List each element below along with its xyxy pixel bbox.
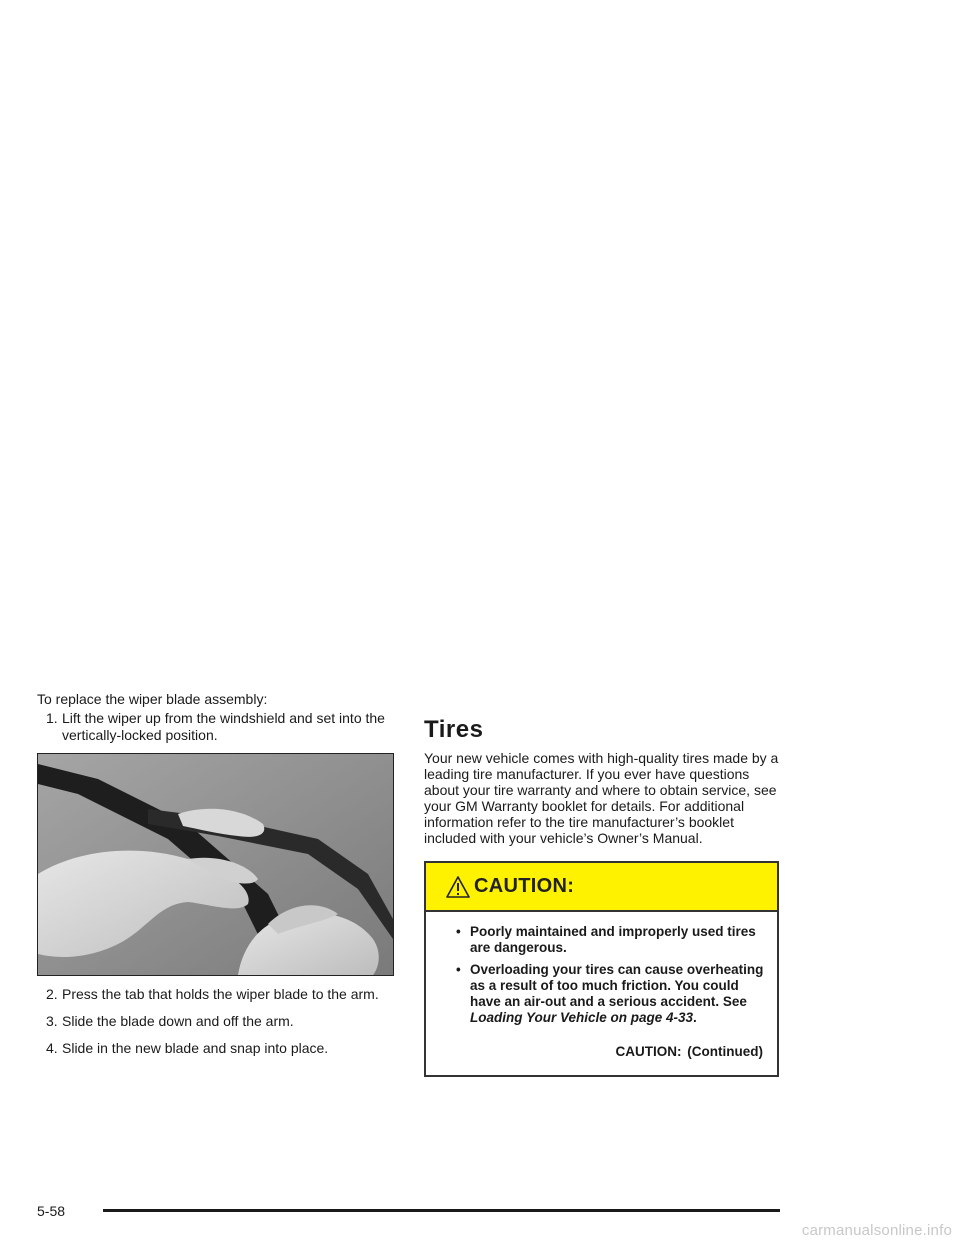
left-column: [37, 691, 397, 1057]
bullet: •: [456, 924, 461, 939]
caution-item-end: .: [693, 1010, 697, 1025]
caution-header: [426, 863, 777, 912]
watermark: carmanualsonline.info: [801, 1222, 952, 1239]
caution-item: [456, 924, 765, 956]
step-3: [37, 1013, 397, 1030]
intro-text: To replace the wiper blade assembly:: [37, 691, 268, 707]
page-number: 5-58: [37, 1203, 66, 1219]
caution-list: [426, 912, 777, 1026]
step-text: Press the tab that holds the wiper blade to the arm.: [62, 986, 379, 1002]
caution-item: [456, 962, 765, 1026]
step-2: [37, 986, 397, 1003]
step-4: [37, 1040, 397, 1057]
step-number: 1.: [46, 710, 58, 726]
step-number: 4.: [46, 1040, 58, 1056]
right-column: [424, 716, 784, 846]
footer-rule: [103, 1209, 780, 1212]
step-1: [37, 710, 397, 744]
section-title: Tires: [424, 716, 484, 743]
caution-item-text: Poorly maintained and improperly used tires are dangerous.: [470, 924, 756, 955]
step-number: 2.: [46, 986, 58, 1002]
caution-box: [424, 861, 779, 1077]
bullet: •: [456, 962, 461, 977]
caution-item-text: Overloading your tires can cause overheating as a result of too much friction. You could have an air-out and a serious accident. See: [470, 962, 764, 1009]
caution-title: CAUTION:: [474, 875, 575, 897]
step-number: 3.: [46, 1013, 58, 1029]
step-text: Slide the blade down and off the arm.: [62, 1013, 294, 1029]
step-text: Lift the wiper up from the windshield and set into the vertically-locked position.: [62, 710, 385, 743]
step-text: Slide in the new blade and snap into place.: [62, 1040, 329, 1056]
section-body: Your new vehicle comes with high-quality tires made by a leading tire manufacturer. If you ever have questions about your tire warranty and where to obtain service, see your GM Warranty booklet for details. For additional information refer to the tire manufacturer’s booklet included with your vehicle’s Owner’s Manual.: [424, 750, 779, 846]
page-reference: Loading Your Vehicle on page 4-33: [470, 1010, 694, 1025]
caution-continued: CAUTION: (Continued): [615, 1044, 763, 1059]
wiper-blade-photo: [37, 753, 394, 976]
warning-icon: [446, 875, 470, 899]
